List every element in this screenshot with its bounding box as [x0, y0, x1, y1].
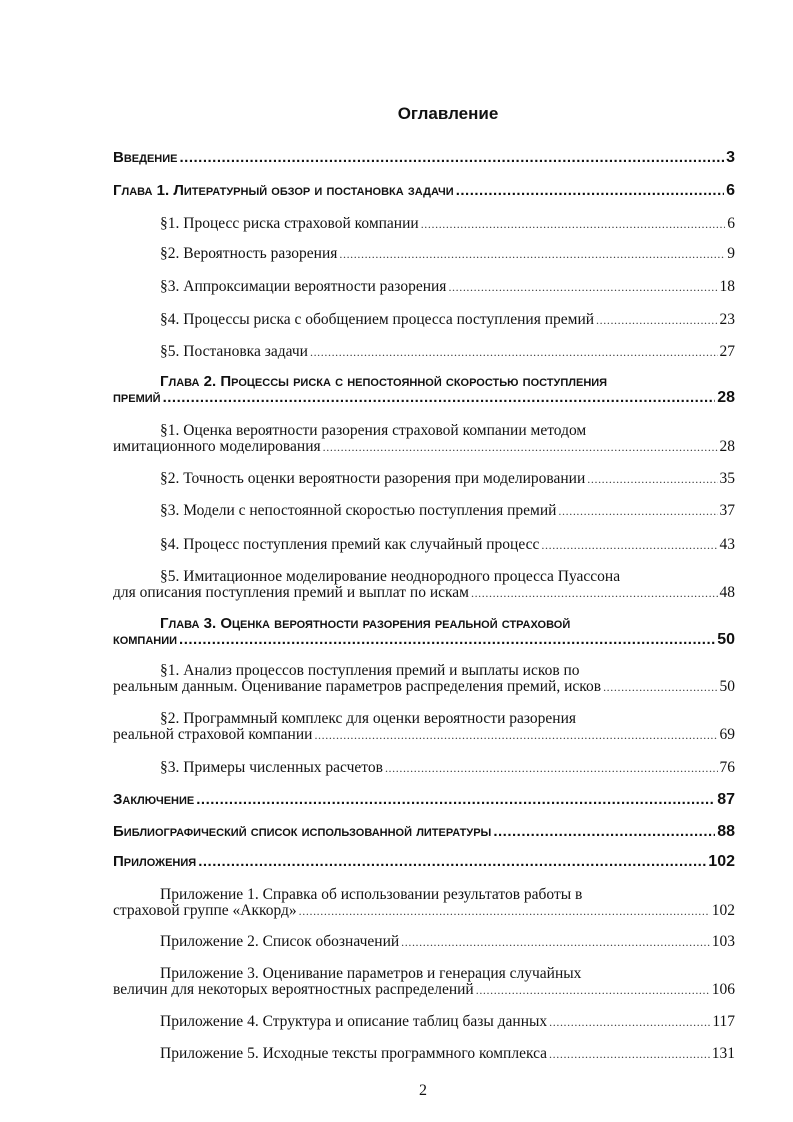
entry-title: §3. Модели с непостоянной скоростью поступления премий — [160, 502, 557, 519]
toc-chapter-entry[interactable] — [113, 183, 735, 199]
entry-title: §4. Процессы риска с обобщением процесса поступления премий — [160, 311, 595, 328]
dot-leader — [549, 1046, 710, 1062]
entry-title-line1: §1. Оценка вероятности разорения страховой компании методом — [160, 422, 587, 439]
dot-leader — [339, 246, 725, 262]
toc-chapter-entry[interactable] — [113, 792, 735, 808]
toc-section-entry[interactable] — [113, 711, 735, 743]
entry-title-line1: Приложение 3. Оценивание параметров и генерация случайных — [160, 965, 582, 982]
entry-page: 23 — [719, 311, 735, 328]
toc-section-entry[interactable] — [113, 663, 735, 695]
entry-page: 88 — [717, 823, 735, 840]
entry-page: 48 — [719, 584, 735, 601]
entry-page: 28 — [719, 438, 735, 455]
toc-section-entry[interactable] — [113, 344, 735, 360]
page-title: Оглавление — [397, 104, 499, 123]
entry-page: 6 — [727, 215, 735, 232]
toc-section-entry[interactable] — [113, 216, 735, 232]
entry-title: реальным данным. Оценивание параметров распределения премий, исков — [113, 678, 602, 695]
dot-leader — [179, 632, 715, 648]
entry-title: для описания поступления премий и выплат по искам — [113, 584, 469, 601]
toc-section-entry[interactable] — [113, 246, 735, 262]
dot-leader — [323, 439, 718, 455]
toc-chapter-entry[interactable] — [113, 150, 735, 166]
entry-title: компании — [113, 631, 178, 648]
dot-leader — [549, 1014, 710, 1030]
dot-leader — [558, 503, 717, 519]
entry-page: 103 — [711, 933, 735, 950]
toc-chapter-entry[interactable] — [113, 824, 735, 840]
entry-title-line1: §2. Программный комплекс для оценки вероятности разорения — [160, 710, 577, 727]
toc-section-entry[interactable] — [113, 1014, 735, 1030]
entry-page: 35 — [719, 470, 735, 487]
entry-title-line1: Глава 2. Процессы риска с непостоянной скоростью поступления — [160, 373, 608, 390]
entry-page: 87 — [717, 791, 735, 808]
entry-title: §2. Вероятность разорения — [160, 245, 338, 262]
dot-leader — [401, 934, 710, 950]
entry-title: Заключение — [113, 791, 195, 808]
toc-section-entry[interactable] — [113, 312, 735, 328]
entry-page: 50 — [719, 678, 735, 695]
entry-title-line1: Приложение 1. Справка об использовании результатов работы в — [160, 886, 583, 903]
dot-leader — [471, 585, 718, 601]
entry-title: Библиографический список использованной литературы — [113, 823, 492, 840]
entry-page: 102 — [708, 853, 735, 870]
dot-leader — [198, 854, 706, 870]
dot-leader — [456, 183, 724, 199]
dot-leader — [541, 537, 717, 553]
dot-leader — [587, 471, 717, 487]
entry-page: 117 — [712, 1013, 735, 1030]
entry-page: 106 — [711, 981, 735, 998]
dot-leader — [603, 679, 717, 695]
entry-title: реальной страховой компании — [113, 726, 313, 743]
dot-leader — [314, 727, 717, 743]
entry-page: 37 — [719, 502, 735, 519]
dot-leader — [596, 312, 717, 328]
dot-leader — [421, 216, 726, 232]
dot-leader — [493, 824, 715, 840]
toc-section-entry[interactable] — [113, 1046, 735, 1062]
entry-title-line1: §1. Анализ процессов поступления премий и выплаты исков по — [160, 662, 580, 679]
dot-leader — [385, 760, 718, 776]
entry-title: величин для некоторых вероятностных распределений — [113, 981, 474, 998]
entry-title: §3. Аппроксимации вероятности разорения — [160, 278, 447, 295]
entry-page: 28 — [717, 389, 735, 406]
dot-leader — [448, 279, 717, 295]
entry-page: 50 — [717, 631, 735, 648]
toc-section-entry[interactable] — [113, 887, 735, 919]
entry-page: 6 — [726, 182, 735, 199]
entry-page: 102 — [711, 902, 735, 919]
dot-leader — [299, 903, 710, 919]
toc-section-entry[interactable] — [113, 537, 735, 553]
dot-leader — [163, 390, 716, 406]
toc-chapter-entry[interactable] — [113, 374, 735, 406]
entry-title: имитационного моделирования — [113, 438, 321, 455]
entry-title: страховой группе «Аккорд» — [113, 902, 297, 919]
entry-title: Введение — [113, 149, 178, 166]
entry-title: Приложение 2. Список обозначений — [160, 933, 400, 950]
dot-leader — [179, 150, 724, 166]
entry-page: 43 — [719, 536, 735, 553]
entry-page: 9 — [727, 245, 735, 262]
toc-section-entry[interactable] — [113, 760, 735, 776]
entry-title: §4. Процесс поступления премий как случайный процесс — [160, 536, 540, 553]
toc-section-entry[interactable] — [113, 471, 735, 487]
entry-title: §1. Процесс риска страховой компании — [160, 215, 419, 232]
toc-section-entry[interactable] — [113, 934, 735, 950]
entry-title-line1: Глава 3. Оценка вероятности разорения реальной страховой — [160, 615, 571, 632]
page-number: 2 — [419, 1082, 427, 1099]
toc-chapter-entry[interactable] — [113, 616, 735, 648]
entry-title: §2. Точность оценки вероятности разорения при моделировании — [160, 470, 586, 487]
toc-section-entry[interactable] — [113, 569, 735, 601]
toc-section-entry[interactable] — [113, 966, 735, 998]
dot-leader — [476, 982, 710, 998]
entry-page: 27 — [719, 343, 735, 360]
entry-title: §5. Постановка задачи — [160, 343, 308, 360]
entry-title: §3. Примеры численных расчетов — [160, 759, 383, 776]
toc-chapter-entry[interactable] — [113, 854, 735, 870]
entry-title: премий — [113, 389, 161, 406]
entry-page: 131 — [711, 1045, 735, 1062]
toc-section-entry[interactable] — [113, 279, 735, 295]
toc-section-entry[interactable] — [113, 423, 735, 455]
entry-page: 69 — [719, 726, 735, 743]
entry-page: 18 — [719, 278, 735, 295]
entry-title: Приложение 4. Структура и описание таблиц базы данных — [160, 1013, 548, 1030]
entry-page: 3 — [726, 149, 735, 166]
entry-title: Приложения — [113, 853, 197, 870]
dot-leader — [310, 344, 718, 360]
dot-leader — [196, 792, 715, 808]
entry-title: Приложение 5. Исходные тексты программного комплекса — [160, 1045, 548, 1062]
entry-title-line1: §5. Имитационное моделирование неоднородного процесса Пуассона — [160, 568, 621, 585]
entry-title: Глава 1. Литературный обзор и постановка задачи — [113, 182, 454, 199]
toc-section-entry[interactable] — [113, 503, 735, 519]
entry-page: 76 — [719, 759, 735, 776]
